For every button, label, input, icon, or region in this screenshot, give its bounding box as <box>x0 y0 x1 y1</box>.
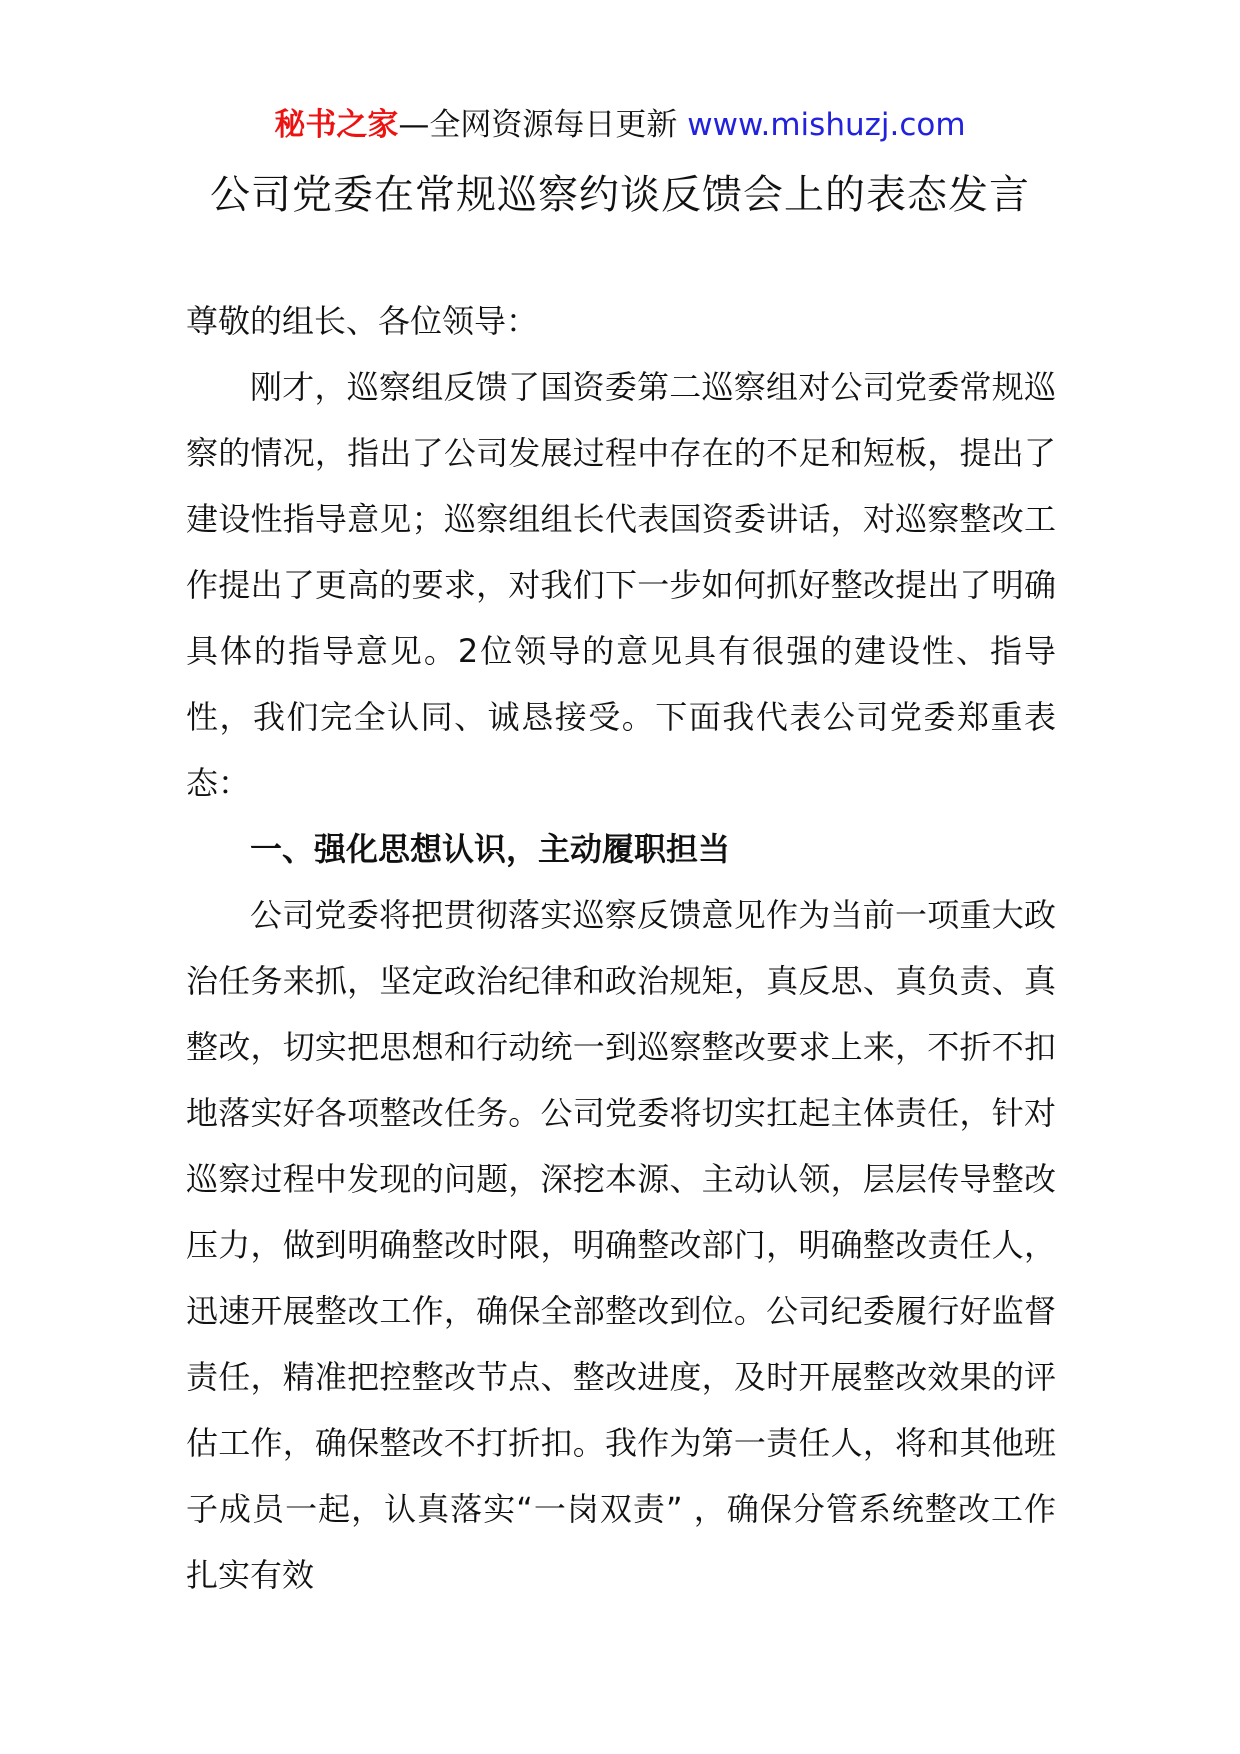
site-url-link[interactable]: www.mishuzj.com <box>687 107 966 143</box>
paragraph-intro: 刚才，巡察组反馈了国资委第二巡察组对公司党委常规巡察的情况，指出了公司发展过程中存在的不足和短板，提出了建设性指导意见；巡察组组长代表国资委讲话，对巡察整改工作提出了更高的要求，对我们下一步如何抓好整改提出了明确具体的指导意见。2位领导的意见具有很强的建设性、指导性，我们完全认同、诚恳接受。下面我代表公司党委郑重表态： <box>186 368 1056 802</box>
site-tagline: —全网资源每日更新 <box>398 107 688 143</box>
site-brand: 秘书之家 <box>274 107 399 143</box>
document-title: 公司党委在常规巡察约谈反馈会上的表态发言 <box>210 172 1030 218</box>
salutation: 尊敬的组长、各位领导： <box>186 302 539 340</box>
paragraph-section-1: 公司党委将把贯彻落实巡察反馈意见作为当前一项重大政治任务来抓，坚定政治纪律和政治规矩，真反思、真负责、真整改，切实把思想和行动统一到巡察整改要求上来，不折不扣地落实好各项整改任务。公司党委将切实扛起主体责任，针对巡察过程中发现的问题，深挖本源、主动认领，层层传导整改压力，做到明确整改时限，明确整改部门，明确整改责任人，迅速开展整改工作，确保全部整改到位。公司纪委履行好监督责任，精准把控整改节点、整改进度，及时开展整改效果的评估工作，确保整改不打折扣。我作为第一责任人，将和其他班子成员一起，认真落实“一岗双责” ，确保分管系统整改工作扎实有效 <box>186 896 1056 1594</box>
site-header <box>0 98 1240 152</box>
section-heading: 一、强化思想认识，主动履职担当 <box>250 830 731 868</box>
document-body <box>186 288 1056 1608</box>
